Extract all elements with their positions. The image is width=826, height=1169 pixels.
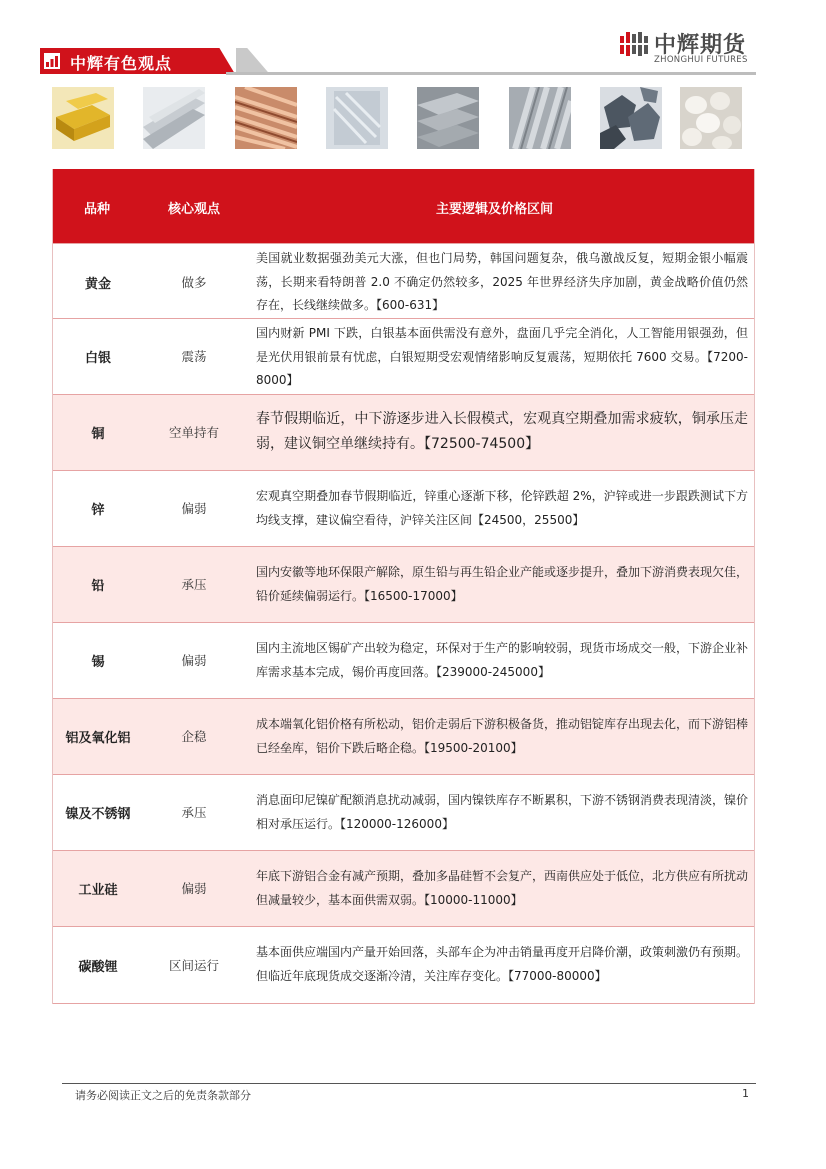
header-logic: 主要逻辑及价格区间: [436, 202, 554, 217]
table-row: [52, 546, 755, 622]
row-view: 偏弱: [181, 881, 207, 896]
row-name: 锌: [91, 503, 105, 518]
row-logic: 基本面供应端国内产量开始回落，头部车企为冲击销量再度开启降价潮，政策刺激仍有预期。但临近年底现货成交逐渐冷清，关注库存变化。【77000-80000】: [256, 945, 749, 983]
table-border-right: [754, 169, 755, 1004]
viewpoint-table: [52, 169, 755, 1004]
table-border-left: [52, 169, 53, 1004]
row-view: 承压: [181, 805, 207, 820]
table-row: [52, 470, 755, 546]
row-view: 震荡: [181, 349, 207, 364]
row-view: 空单持有: [168, 425, 219, 440]
header-variety: 品种: [84, 202, 111, 217]
table-header: [52, 169, 755, 243]
page-number: 1: [742, 1087, 749, 1100]
table-row: [52, 774, 755, 850]
table-row: [52, 243, 755, 318]
logo-english-text: ZHONGHUI FUTURES: [654, 55, 748, 65]
bar-chart-icon: [44, 53, 60, 69]
copper-wire-image: [235, 87, 297, 149]
footer-rule: [62, 1083, 756, 1084]
table-row: [52, 622, 755, 698]
row-logic: 春节假期临近，中下游逐步进入长假模式，宏观真空期叠加需求疲软，铜承压走弱，建议铜空单继续持有。【72500-74500】: [256, 411, 748, 452]
row-view: 承压: [181, 577, 207, 592]
lithium-carbonate-image: [680, 87, 742, 149]
row-view: 偏弱: [181, 501, 207, 516]
table-row: [52, 850, 755, 926]
row-logic: 宏观真空期叠加春节假期临近，锌重心逐渐下移，伦锌跌超 2%，沪锌或进一步跟跌测试下方均线支撑，建议偏空看待，沪锌关注区间【24500，25500】: [256, 489, 748, 527]
row-view: 企稳: [181, 729, 207, 744]
row-name: 工业硅: [78, 883, 118, 898]
row-logic: 国内主流地区锡矿产出较为稳定，环保对于生产的影响较弱，现货市场成交一般，下游企业补库需求基本完成，锡价再度回落。【239000-245000】: [256, 641, 749, 679]
row-name: 镍及不锈钢: [65, 807, 131, 822]
row-name: 白银: [84, 351, 111, 366]
row-name: 碳酸锂: [78, 960, 118, 975]
disclaimer-note: 请务必阅读正文之后的免责条款部分: [75, 1089, 251, 1102]
row-view: 做多: [181, 275, 207, 290]
header-rule: [226, 72, 756, 75]
row-name: 锡: [91, 655, 105, 670]
row-view: 区间运行: [168, 958, 219, 973]
table-row: [52, 394, 755, 470]
zinc-sheet-image: [326, 87, 388, 149]
table-row: [52, 698, 755, 774]
silicon-lumps-image: [600, 87, 662, 149]
banner-title: 中辉有色观点: [70, 54, 173, 73]
row-name: 铅: [91, 579, 105, 594]
row-logic: 美国就业数据强劲美元大涨，但也门局势，韩国问题复杂，俄乌激战反复，短期金银小幅震荡，长期来看特朗普 2.0 不确定仍然较多，2025 年世界经济失序加剧，黄金战略价值仍然存在，长线继续做多。【600-631】: [256, 251, 748, 312]
logo-mark-icon: [620, 30, 648, 58]
row-logic: 成本端氧化铝价格有所松动，铝价走弱后下游积极备货，推动铝锭库存出现去化，而下游铝棒已经垒库，铝价下跌后略企稳。【19500-20100】: [256, 717, 749, 755]
gold-bar-image: [52, 87, 114, 149]
aluminum-profile-image: [143, 87, 205, 149]
row-logic: 消息面印尼镍矿配额消息扰动减弱，国内镍铁库存不断累积，下游不锈钢消费表现清淡，镍价相对承压运行。【120000-126000】: [256, 793, 749, 831]
row-name: 黄金: [84, 277, 111, 292]
header-core-view: 核心观点: [168, 202, 221, 217]
row-name: 铜: [91, 427, 105, 442]
lead-ingot-image: [417, 87, 479, 149]
table-row: [52, 318, 755, 394]
company-logo: [620, 28, 760, 72]
tin-ingot-image: [509, 87, 571, 149]
row-logic: 国内安徽等地环保限产解除，原生铅与再生铅企业产能或逐步提升，叠加下游消费表现欠佳，铅价延续偏弱运行。【16500-17000】: [256, 565, 749, 603]
metal-image-strip: [52, 87, 742, 149]
row-view: 偏弱: [181, 653, 207, 668]
logo-chinese-text: 中辉期货: [654, 33, 747, 58]
section-banner: [40, 48, 230, 74]
row-logic: 年底下游铝合金有减产预期，叠加多晶硅暂不会复产，西南供应处于低位，北方供应有所扰动但减量较少，基本面供需双弱。【10000-11000】: [256, 869, 749, 907]
table-row: [52, 926, 755, 1004]
row-logic: 国内财新 PMI 下跌，白银基本面供需没有意外，盘面几乎完全消化，人工智能用银强劲，但是光伏用银前景有忧虑，白银短期受宏观情绪影响反复震荡，短期依托 7600 交易。【7200-8000】: [256, 326, 748, 387]
row-name: 铝及氧化铝: [65, 731, 131, 746]
